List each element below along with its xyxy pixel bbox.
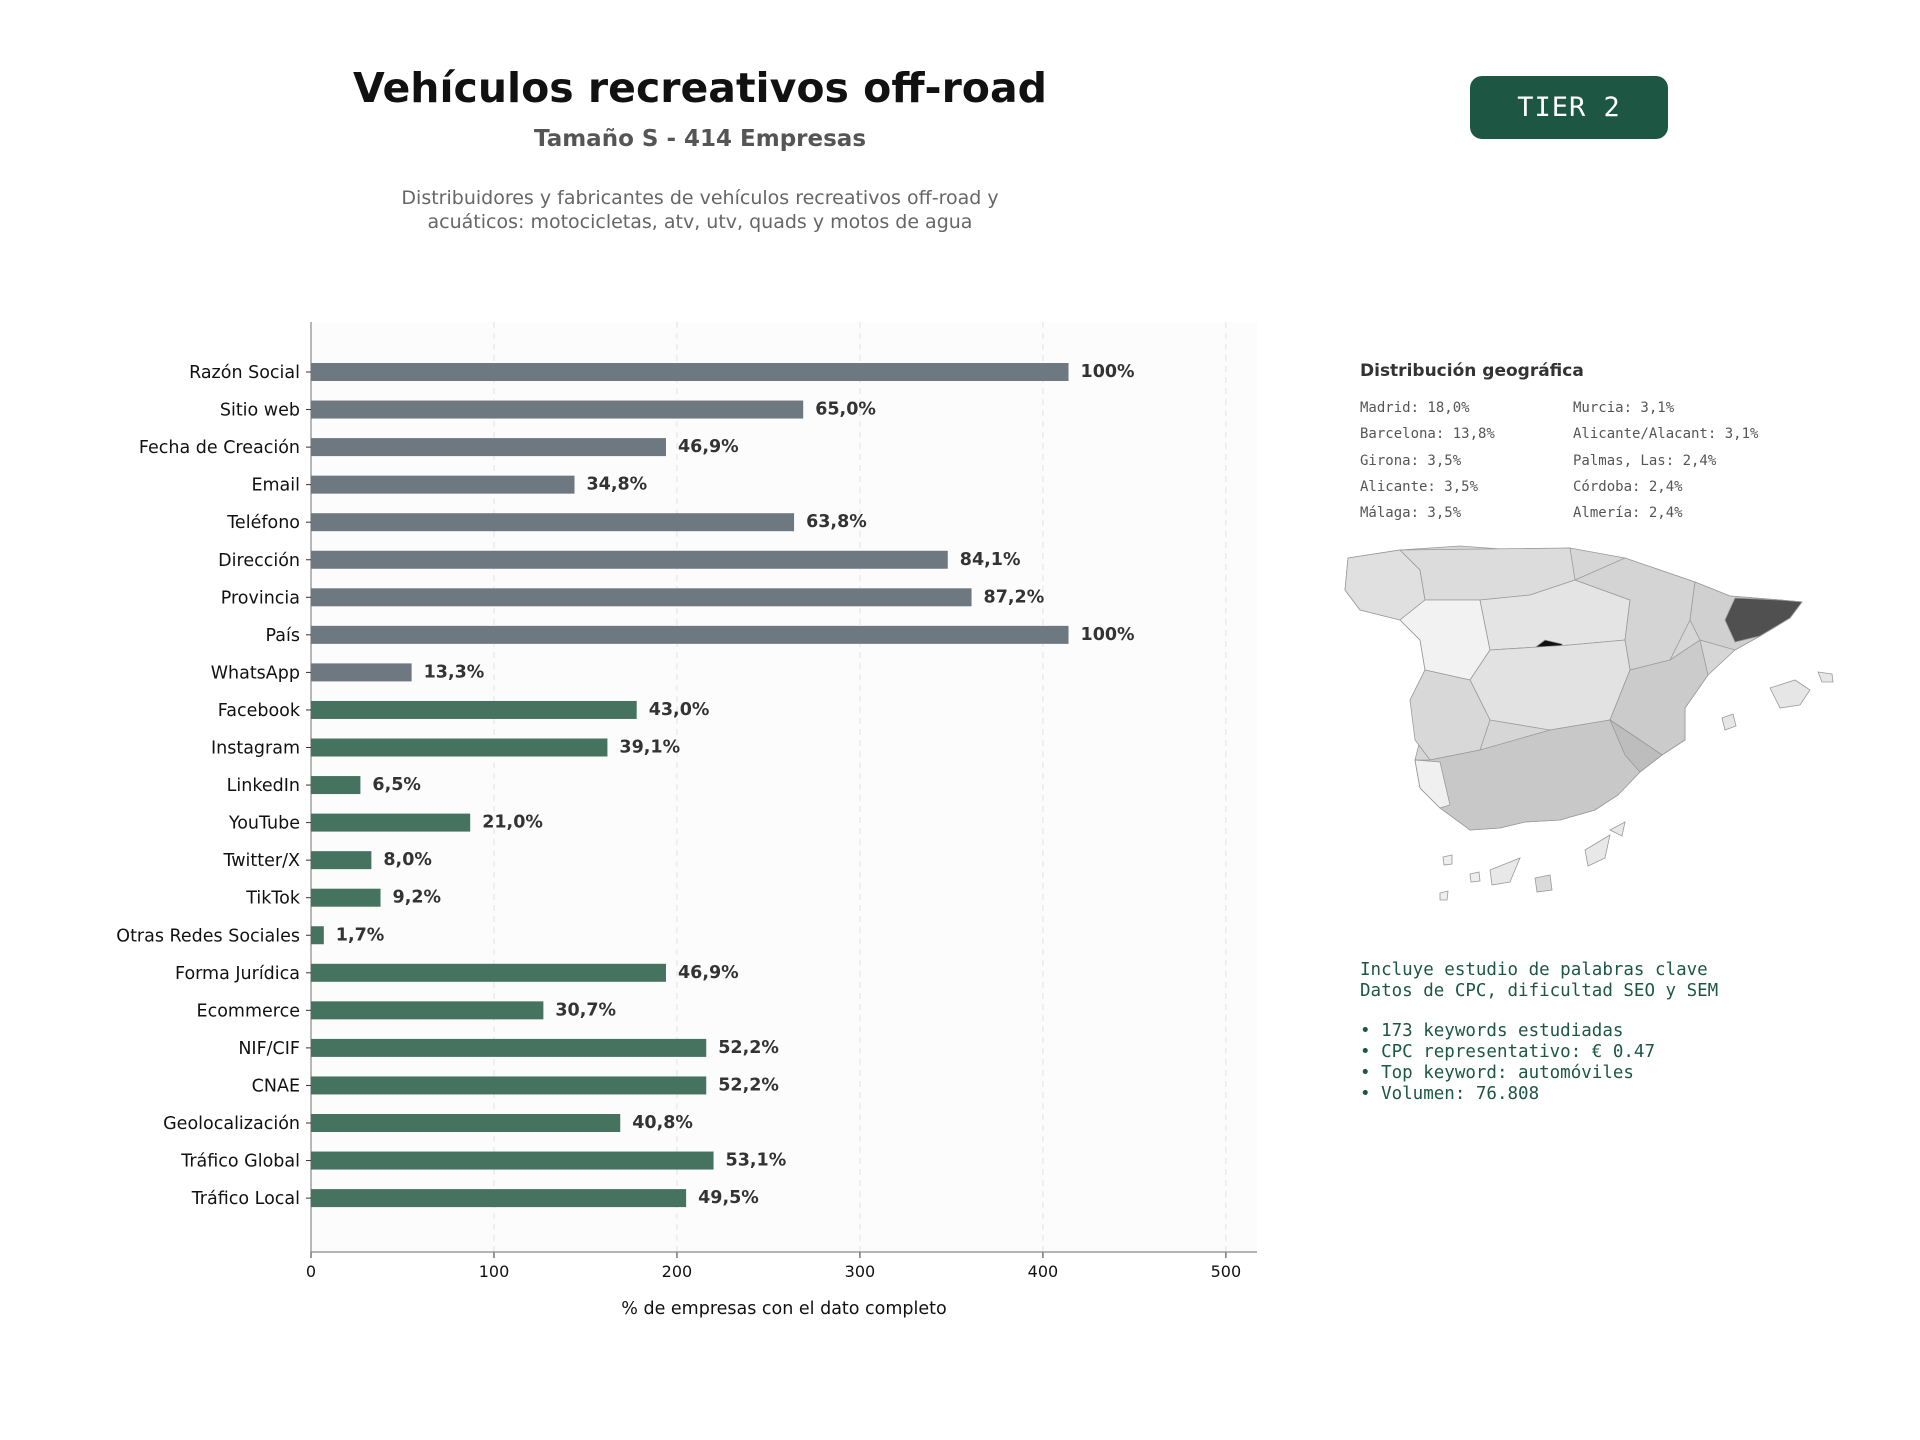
- bar: [311, 964, 666, 982]
- bar: [311, 1152, 714, 1170]
- map-region-west: [1400, 600, 1490, 680]
- bar: [311, 476, 574, 494]
- keywords-bullet: • 173 keywords estudiadas: [1360, 1021, 1624, 1041]
- map-region-canary-4: [1610, 822, 1625, 836]
- keywords-bullet: • Top keyword: automóviles: [1360, 1063, 1634, 1083]
- data-label: 46,9%: [677, 437, 739, 458]
- geo-item: Almería: 2,4%: [1573, 505, 1683, 522]
- category-label: CNAE: [251, 1076, 300, 1097]
- bar: [311, 626, 1069, 644]
- data-label: 52,2%: [718, 1075, 779, 1096]
- x-tick-label: 0: [305, 1262, 317, 1281]
- category-label: LinkedIn: [226, 776, 300, 797]
- plot-area: [311, 322, 1257, 1252]
- bar: [311, 889, 381, 907]
- x-tick-label: 500: [1210, 1262, 1242, 1281]
- category-label: Tráfico Local: [191, 1189, 300, 1210]
- bar: [311, 1001, 543, 1019]
- data-label: 39,1%: [619, 737, 681, 758]
- bar: [311, 739, 607, 757]
- x-axis-label: % de empresas con el dato completo: [621, 1299, 947, 1319]
- spain-choropleth-map: [1340, 540, 1860, 910]
- bar: [311, 663, 412, 681]
- map-region-castilla: [1470, 640, 1630, 730]
- map-region-balearic-menorca: [1818, 672, 1833, 682]
- description-line-1: Distribuidores y fabricantes de vehículos recreativos off-road y: [401, 187, 999, 209]
- bar: [311, 1189, 686, 1207]
- data-label: 34,8%: [586, 474, 648, 495]
- data-label: 100%: [1080, 624, 1135, 645]
- bar: [311, 588, 972, 606]
- category-label: Instagram: [210, 738, 300, 759]
- data-label: 100%: [1080, 362, 1135, 382]
- bar: [311, 1039, 706, 1057]
- keywords-intro-line: Datos de CPC, dificultad SEO y SEM: [1360, 981, 1719, 1001]
- data-label: 21,0%: [482, 812, 543, 833]
- category-label: Dirección: [218, 550, 300, 571]
- category-label: Forma Jurídica: [175, 963, 300, 984]
- category-label: TikTok: [246, 888, 300, 909]
- map-region-canary-2: [1535, 875, 1552, 892]
- bar: [311, 513, 794, 531]
- data-label: 53,1%: [725, 1150, 787, 1171]
- x-tick-label: 100: [478, 1262, 510, 1281]
- bar: [311, 814, 470, 832]
- map-region-canary-1: [1490, 858, 1520, 885]
- description-line-2: acuáticos: motocicletas, atv, utv, quads y motos de agua: [427, 211, 973, 233]
- category-label: Teléfono: [227, 513, 300, 534]
- map-region-canary-7: [1440, 891, 1448, 900]
- map-region-barcelona: [1725, 598, 1802, 642]
- category-label: Sitio web: [219, 400, 300, 421]
- category-label: YouTube: [228, 813, 300, 834]
- keywords-intro: [1360, 960, 1718, 1002]
- data-label: 30,7%: [555, 1000, 617, 1021]
- category-label: Facebook: [217, 700, 300, 721]
- data-label: 87,2%: [983, 587, 1045, 608]
- map-region-canary-6: [1470, 872, 1480, 882]
- keywords-intro-line: Incluye estudio de palabras clave: [1360, 960, 1708, 980]
- keywords-bullet: • Volumen: 76.808: [1360, 1084, 1540, 1104]
- category-label: NIF/CIF: [238, 1038, 300, 1059]
- tier-badge: TIER 2: [1470, 76, 1668, 139]
- category-label: WhatsApp: [210, 663, 300, 684]
- data-label: 40,8%: [632, 1113, 693, 1133]
- category-label: Tráfico Global: [181, 1151, 300, 1172]
- x-tick-label: 300: [844, 1262, 876, 1281]
- page-subtitle: Tamaño S - 414 Empresas: [533, 126, 867, 152]
- x-tick-label: 200: [661, 1262, 693, 1281]
- data-label: 63,8%: [806, 512, 867, 533]
- geo-list-left: [1360, 398, 1495, 529]
- category-label: Ecommerce: [196, 1001, 300, 1022]
- keywords-bullets: [1360, 1021, 1655, 1105]
- bar: [311, 401, 803, 419]
- page-title: Vehículos recreativos off-road: [353, 64, 1047, 112]
- geo-item: Córdoba: 2,4%: [1573, 478, 1683, 495]
- category-label: País: [265, 625, 300, 646]
- data-label: 65,0%: [815, 399, 876, 420]
- geo-item: Girona: 3,5%: [1360, 452, 1462, 469]
- bar: [311, 701, 637, 719]
- map-region-canary-5: [1443, 855, 1452, 865]
- geo-item: Madrid: 18,0%: [1360, 400, 1470, 416]
- data-label: 46,9%: [677, 962, 739, 983]
- bar: [311, 776, 360, 794]
- data-label: 9,2%: [392, 887, 442, 908]
- data-label: 49,5%: [698, 1188, 759, 1209]
- category-label: Email: [251, 475, 300, 496]
- bar: [311, 551, 948, 569]
- data-label: 52,2%: [718, 1037, 779, 1058]
- category-label: Fecha de Creación: [138, 438, 300, 459]
- bar: [311, 438, 666, 456]
- bar: [311, 851, 371, 869]
- keywords-bullet: • CPC representativo: € 0.47: [1360, 1042, 1656, 1062]
- geo-title: Distribución geográfica: [1360, 361, 1584, 381]
- map-region-canary-3: [1585, 835, 1610, 866]
- geo-item: Alicante: 3,5%: [1360, 478, 1479, 495]
- category-label: Provincia: [220, 588, 300, 609]
- x-tick-label: 400: [1027, 1262, 1059, 1281]
- bar: [311, 1076, 706, 1094]
- map-region-balearic-mallorca: [1770, 680, 1810, 708]
- category-label: Geolocalización: [163, 1114, 300, 1134]
- geo-list-right: [1573, 398, 1758, 529]
- bar: [311, 926, 324, 944]
- geo-item: Barcelona: 13,8%: [1360, 426, 1495, 443]
- data-label: 84,1%: [959, 549, 1021, 570]
- data-label: 6,5%: [372, 775, 421, 796]
- geo-item: Alicante/Alacant: 3,1%: [1573, 426, 1759, 443]
- category-label: Razón Social: [189, 363, 300, 383]
- bar: [311, 363, 1069, 381]
- map-region-balearic-ibiza: [1722, 714, 1736, 730]
- category-label: Twitter/X: [223, 851, 300, 872]
- bar: [311, 1114, 620, 1132]
- data-label: 13,3%: [423, 662, 485, 683]
- category-label: Otras Redes Sociales: [116, 926, 300, 947]
- geo-item: Málaga: 3,5%: [1360, 505, 1462, 522]
- data-label: 1,7%: [335, 925, 385, 946]
- geo-item: Murcia: 3,1%: [1573, 400, 1675, 416]
- data-label: 43,0%: [648, 699, 710, 720]
- data-label: 8,0%: [383, 850, 432, 871]
- geo-item: Palmas, Las: 2,4%: [1573, 452, 1717, 469]
